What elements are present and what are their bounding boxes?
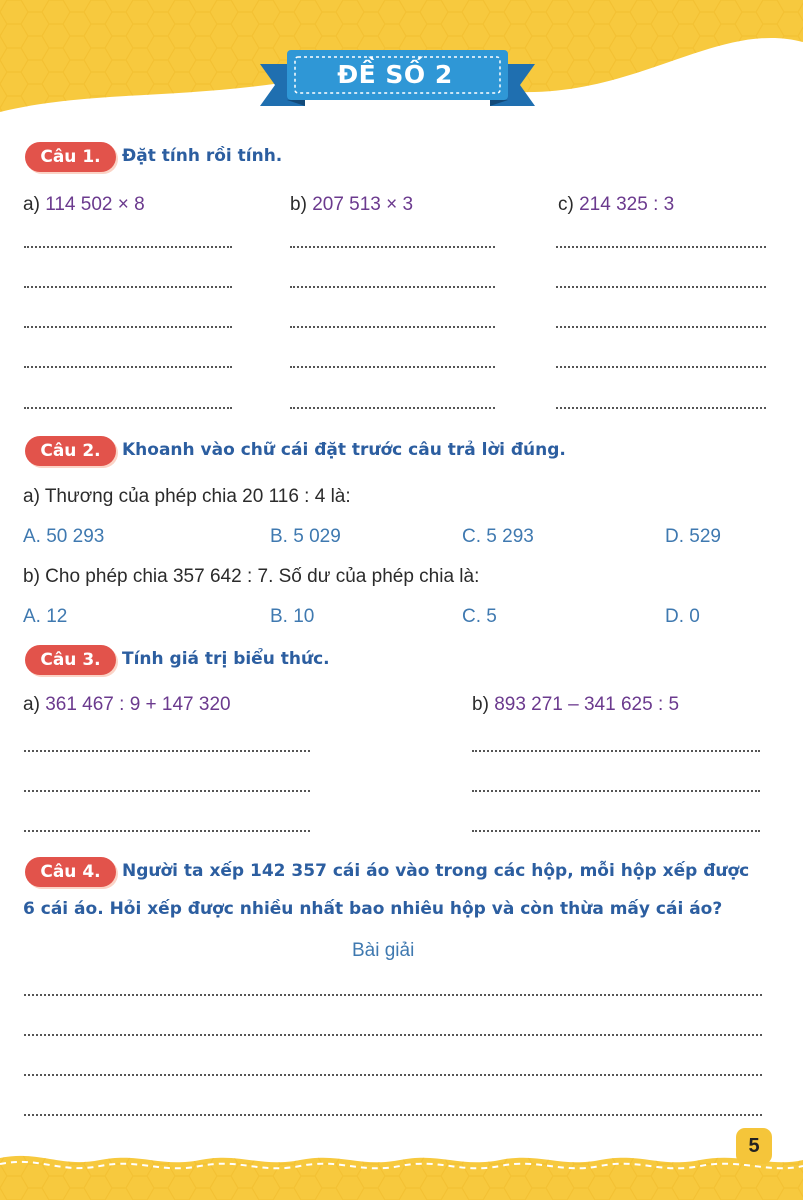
q2-a-option-b[interactable]: B. 5 029 xyxy=(270,526,341,547)
q2-b-option-d[interactable]: D. 0 xyxy=(665,606,700,627)
q2-b-option-c[interactable]: C. 5 xyxy=(462,606,497,627)
answer-line[interactable] xyxy=(290,286,495,288)
answer-line[interactable] xyxy=(472,830,760,832)
q1-item-b: b) 207 513 × 3 xyxy=(290,194,414,215)
q2-b-option-a[interactable]: A. 12 xyxy=(23,606,68,627)
question-3-badge: Câu 3. xyxy=(25,645,116,675)
question-3-title: Tính giá trị biểu thức. xyxy=(122,649,330,669)
q2-a-option-c[interactable]: C. 5 293 xyxy=(462,526,534,547)
answer-line[interactable] xyxy=(24,830,310,832)
question-4-line-2: 6 cái áo. Hỏi xếp được nhiều nhất bao nhiêu hộp và còn thừa mấy cái áo? xyxy=(23,899,723,919)
answer-line[interactable] xyxy=(290,326,495,328)
q1-item-c: c) 214 325 : 3 xyxy=(558,194,675,215)
answer-line[interactable] xyxy=(24,366,232,368)
answer-line[interactable] xyxy=(556,366,766,368)
answer-line[interactable] xyxy=(24,790,310,792)
answer-line[interactable] xyxy=(24,407,232,409)
answer-line[interactable] xyxy=(24,1034,762,1036)
q3-item-a: a) 361 467 : 9 + 147 320 xyxy=(23,694,231,715)
q2-b-option-b[interactable]: B. 10 xyxy=(270,606,315,627)
answer-line[interactable] xyxy=(24,994,762,996)
answer-line[interactable] xyxy=(290,246,495,248)
q3-item-a-expr: 361 467 : 9 + 147 320 xyxy=(45,694,231,715)
answer-line[interactable] xyxy=(556,326,766,328)
question-2-title: Khoanh vào chữ cái đặt trước câu trả lời đúng. xyxy=(122,440,566,460)
question-4-line-1: Người ta xếp 142 357 cái áo vào trong các hộp, mỗi hộp xếp được xyxy=(122,861,750,881)
answer-line[interactable] xyxy=(24,1114,762,1116)
q3-item-b-expr: 893 271 – 341 625 : 5 xyxy=(494,694,680,715)
question-2-badge: Câu 2. xyxy=(25,436,116,466)
q1-item-c-expr: 214 325 : 3 xyxy=(579,194,675,215)
q2-a-option-a[interactable]: A. 50 293 xyxy=(23,526,105,547)
answer-line[interactable] xyxy=(556,246,766,248)
page-number: 5 xyxy=(736,1128,772,1164)
question-1-title: Đặt tính rồi tính. xyxy=(122,146,283,166)
answer-line[interactable] xyxy=(24,1074,762,1076)
answer-line[interactable] xyxy=(24,286,232,288)
answer-line[interactable] xyxy=(556,407,766,409)
answer-line[interactable] xyxy=(290,366,495,368)
q2-a-option-d[interactable]: D. 529 xyxy=(665,526,721,547)
q3-item-b: b) 893 271 – 341 625 : 5 xyxy=(472,694,680,715)
q1-item-a: a) 114 502 × 8 xyxy=(23,194,145,215)
question-4-badge: Câu 4. xyxy=(25,857,116,887)
answer-line[interactable] xyxy=(472,750,760,752)
answer-line[interactable] xyxy=(472,790,760,792)
q2-part-a-question: a) Thương của phép chia 20 116 : 4 là: xyxy=(23,486,351,507)
solution-label: Bài giải xyxy=(352,940,415,961)
q1-item-b-expr: 207 513 × 3 xyxy=(312,194,414,215)
answer-line[interactable] xyxy=(290,407,495,409)
question-1-badge: Câu 1. xyxy=(25,142,116,172)
answer-line[interactable] xyxy=(24,326,232,328)
page-title: ĐỀ SỐ 2 xyxy=(337,60,453,89)
answer-line[interactable] xyxy=(24,750,310,752)
q1-item-a-expr: 114 502 × 8 xyxy=(45,194,145,215)
answer-line[interactable] xyxy=(24,246,232,248)
q2-part-b-question: b) Cho phép chia 357 642 : 7. Số dư của phép chia là: xyxy=(23,566,480,587)
answer-line[interactable] xyxy=(556,286,766,288)
